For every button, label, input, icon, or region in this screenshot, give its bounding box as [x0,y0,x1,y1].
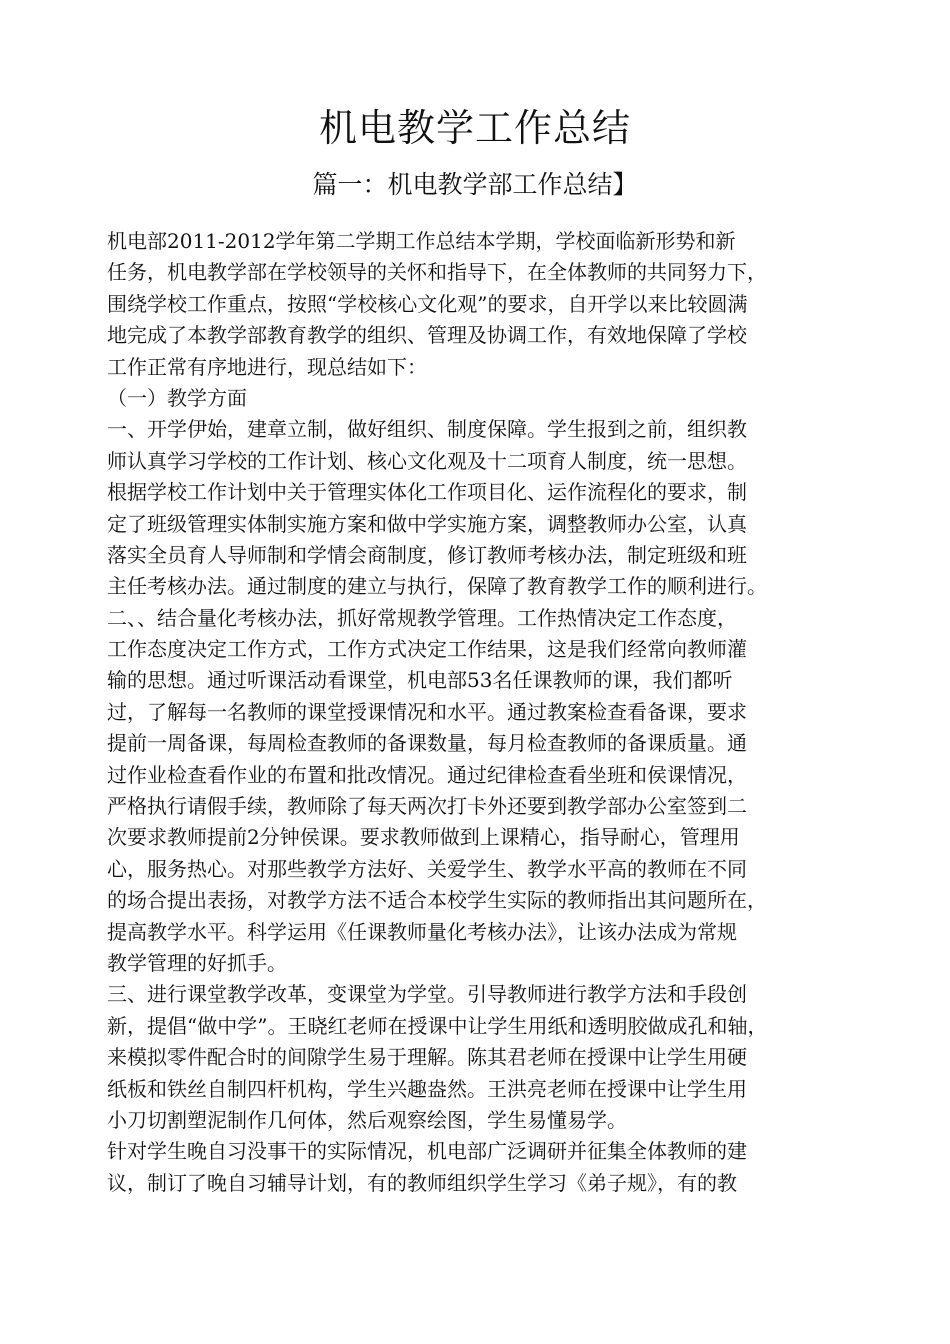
text-line: 机电部2011-2012学年第二学期工作总结本学期，学校面临新形势和新 [107,229,736,253]
text-line: 落实全员育人导师制和学情会商制度，修订教师考核办法，制定班级和班 [107,542,747,567]
text-line: 新，提倡“做中学”。王晓红老师在授课中让学生用纸和透明胶做成孔和轴， [107,1013,768,1038]
text-line: 次要求教师提前2分钟侯课。要求教师做到上课精心，指导耐心，管理用 [107,825,740,850]
text-line: 地完成了本教学部教育教学的组织、管理及协调工作，有效地保障了学校 [107,323,747,348]
text-line: 师认真学习学校的工作计划、核心文化观及十二项育人制度，统一思想。 [107,448,747,473]
text-line: 二、、结合量化考核办法，抓好常规教学管理。工作热情决定工作态度， [107,605,737,630]
text-line: 三、进行课堂教学改革，变课堂为学堂。引导教师进行教学方法和手段创 [107,982,747,1007]
text-line: 来模拟零件配合时的间隙学生易于理解。陈其君老师在授课中让学生用硬 [107,1045,747,1070]
text-line: 主任考核办法。通过制度的建立与执行，保障了教育教学工作的顺利进行。 [107,574,767,599]
text-line: 心，服务热心。对那些教学方法好、关爱学生、教学水平高的教师在不同 [107,856,747,881]
text-line: 工作正常有序地进行，现总结如下： [107,354,427,379]
text-line: 根据学校工作计划中关于管理实体化工作项目化、运作流程化的要求，制 [107,480,747,505]
text-line: 教学管理的好抓手。 [107,950,287,975]
text-line: 小刀切割塑泥制作几何体，然后观察绘图，学生易懂易学。 [107,1107,627,1132]
text-line: 提前一周备课，每周检查教师的备课数量，每月检查教师的备课质量。通 [107,731,747,756]
text-line: 工作态度决定工作方式，工作方式决定工作结果，这是我们经常向教师灌 [107,637,747,662]
document-subtitle: 篇一：机电教学部工作总结】 [312,170,638,199]
text-line: 过作业检查看作业的布置和批改情况。通过纪律检查看坐班和侯课情况， [107,762,747,787]
text-line: 的场合提出表扬，对教学方法不适合本校学生实际的教师指出其问题所在， [107,888,767,913]
text-line: 定了班级管理实体制实施方案和做中学实施方案，调整教师办公室，认真 [107,511,747,536]
document-body [107,226,867,1199]
text-line: 围绕学校工作重点，按照“学校核心文化观”的要求，自开学以来比较圆满 [107,291,748,316]
document-title: 机电教学工作总结 [318,106,631,150]
text-line: （一）教学方面 [107,385,247,410]
text-line: 纸板和铁丝自制四杆机构，学生兴趣盎然。王洪亮老师在授课中让学生用 [107,1076,747,1101]
text-line: 输的思想。通过听课活动看课堂，机电部53名任课教师的课，我们都听 [107,668,733,693]
text-line: 任务，机电教学部在学校领导的关怀和指导下，在全体教师的共同努力下， [107,260,767,285]
text-line: 提高教学水平。科学运用《任课教师量化考核办法》，让该办法成为常规 [107,919,737,944]
text-line: 议，制订了晚自习辅导计划，有的教师组织学生学习《弟子规》，有的教 [107,1170,737,1195]
text-line: 针对学生晚自习没事干的实际情况，机电部广泛调研并征集全体教师的建 [107,1139,747,1164]
text-line: 过，了解每一名教师的课堂授课情况和水平。通过教案检查看备课，要求 [107,699,747,724]
text-line: 严格执行请假手续，教师除了每天两次打卡外还要到教学部办公室签到二 [107,794,747,819]
text-line: 一、开学伊始，建章立制，做好组织、制度保障。学生报到之前，组织教 [107,417,747,442]
